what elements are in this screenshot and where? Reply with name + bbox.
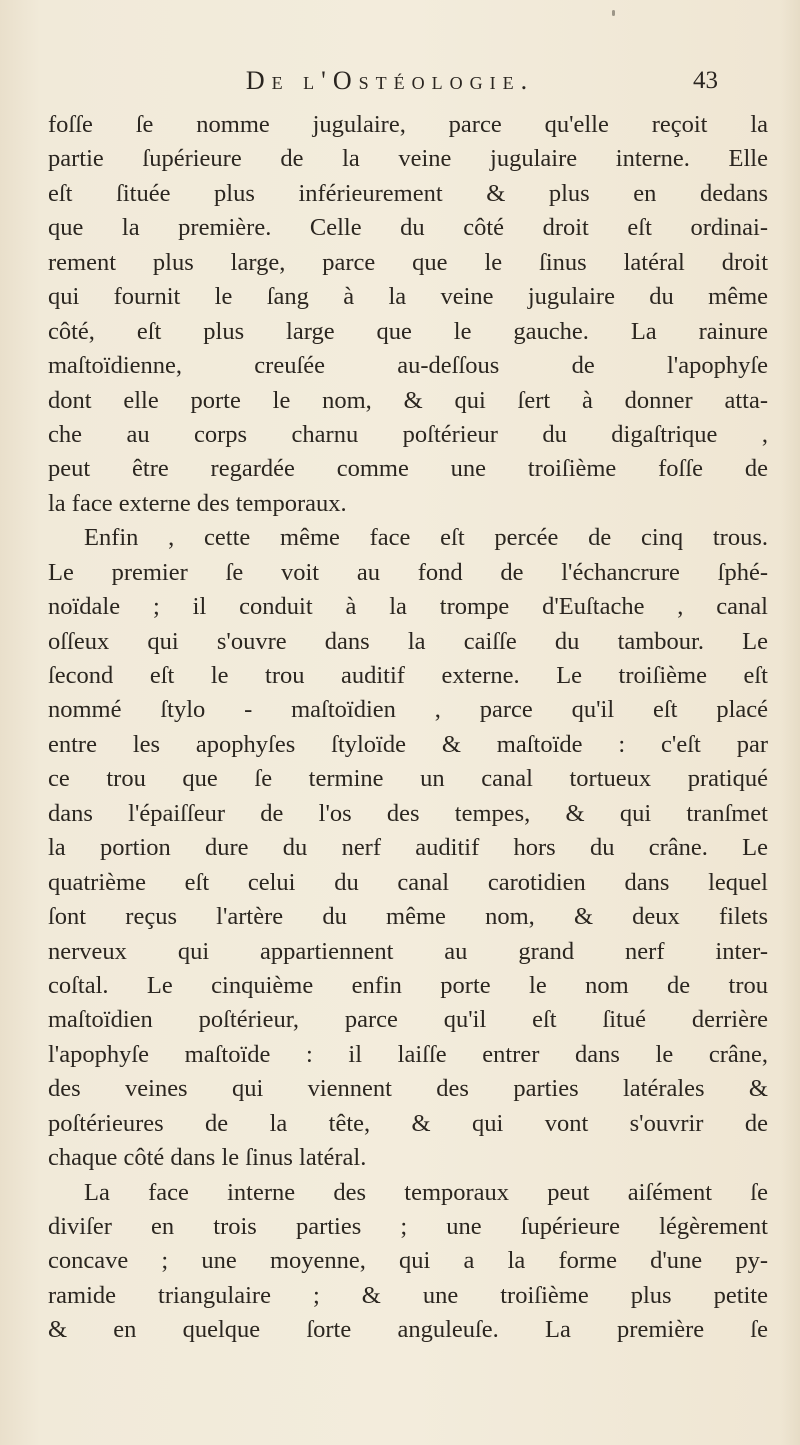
text-line: dans l'épaiſſeur de l'os des tempes, & qui tranſmet	[48, 799, 768, 827]
text-line: ſecond eſt le trou auditif externe. Le troiſième eſt	[48, 662, 768, 689]
running-title: De l'Ostéologie.	[245, 66, 535, 95]
text-line: quatrième eſt celui du canal carotidien dans lequel	[48, 868, 768, 896]
text-line: maſtoïdien poſtérieur, parce qu'il eſt ſitué derrière	[48, 1006, 768, 1034]
text-line: oſſeux qui s'ouvre dans la caiſſe du tambour. Le	[48, 627, 768, 655]
text-line: ce trou que ſe termine un canal tortueux pratiqué	[48, 765, 768, 793]
text-line: & en quelque ſorte anguleuſe. La première ſe	[48, 1316, 768, 1344]
text-line: entre les apophyſes ſtyloïde & maſtoïde : c'eſt par	[48, 730, 768, 758]
text-line: noïdale ; il conduit à la trompe d'Euſtache , canal	[48, 593, 768, 621]
text-line: ramide triangulaire ; & une troiſième plus petite	[48, 1281, 768, 1309]
text-line: poſtérieures de la tête, & qui vont s'ouvrir de	[48, 1109, 768, 1137]
page-number: 43	[693, 67, 718, 94]
text-line: nerveux qui appartiennent au grand nerf inter-	[48, 937, 768, 965]
text-line: Enfin , cette même face eſt percée de cinq trous.	[84, 524, 768, 552]
text-line: ſont reçus l'artère du même nom, & deux filets	[48, 903, 768, 931]
text-line: nommé ſtylo - maſtoïdien , parce qu'il eſt placé	[48, 696, 768, 724]
page-header	[0, 66, 800, 106]
text-line: diviſer en trois parties ; une ſupérieure légèrement	[48, 1213, 768, 1240]
text-line: partie ſupérieure de la veine jugulaire interne. Elle	[48, 145, 768, 173]
text-line: coſtal. Le cinquième enfin porte le nom de trou	[48, 971, 768, 999]
text-line: eſt ſituée plus inférieurement & plus en dedans	[48, 179, 768, 207]
text-line: dont elle porte le nom, & qui ſert à donner atta-	[48, 386, 768, 414]
text-line: côté, eſt plus large que le gauche. La rainure	[48, 317, 768, 345]
text-line: que la première. Celle du côté droit eſt ordinai-	[48, 214, 768, 242]
text-line: che au corps charnu poſtérieur du digaſtrique ,	[48, 420, 768, 448]
text-line: concave ; une moyenne, qui a la forme d'une py-	[48, 1247, 768, 1275]
text-line: peut être regardée comme une troiſième foſſe de	[48, 455, 768, 483]
body-text	[48, 108, 768, 1348]
text-line: qui fournit le ſang à la veine jugulaire du même	[48, 283, 768, 311]
text-line: l'apophyſe maſtoïde : il laiſſe entrer dans le crâne,	[48, 1040, 768, 1068]
ink-speck-decoration	[612, 10, 615, 16]
text-line: chaque côté dans le ſinus latéral.	[48, 1144, 367, 1172]
text-line: La face interne des temporaux peut aiſément ſe	[84, 1178, 768, 1206]
text-line: la face externe des temporaux.	[48, 489, 347, 517]
text-line: Le premier ſe voit au fond de l'échancrure ſphé-	[48, 558, 768, 586]
text-line: maſtoïdienne, creuſée au-deſſous de l'apophyſe	[48, 352, 768, 380]
text-line: des veines qui viennent des parties latérales &	[48, 1075, 768, 1103]
text-line: foſſe ſe nomme jugulaire, parce qu'elle reçoit la	[48, 111, 768, 138]
text-line: la portion dure du nerf auditif hors du crâne. Le	[48, 834, 768, 862]
text-line: rement plus large, parce que le ſinus latéral droit	[48, 248, 768, 276]
